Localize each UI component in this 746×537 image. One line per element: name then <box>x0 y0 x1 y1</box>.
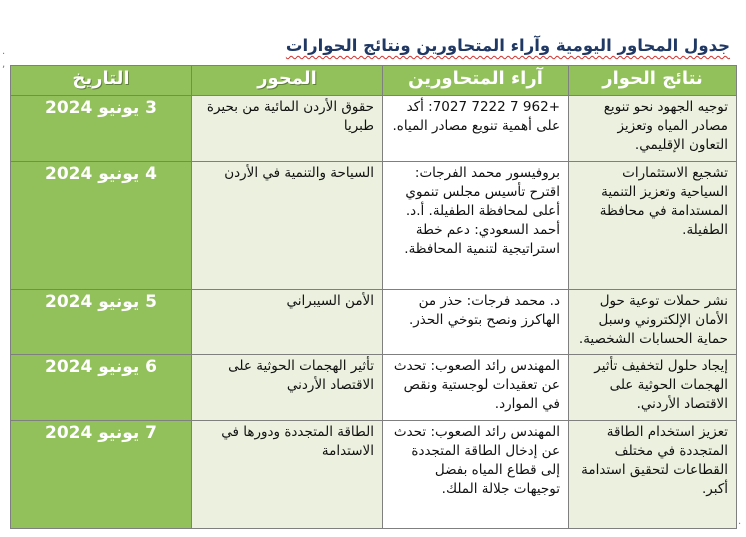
results-cell: توجيه الجهود نحو تنويع مصادر المياه وتعزيز التعاون الإقليمي. <box>569 96 737 162</box>
topic-cell: تأثير الهجمات الحوثية على الاقتصاد الأردني <box>192 354 383 420</box>
opinions-cell: المهندس رائد الصعوب: تحدث عن إدخال الطاقة المتجددة إلى قطاع المياه بفضل توجيهات جلالة الملك. <box>383 420 569 528</box>
header-topic: المحور <box>192 66 383 96</box>
table-row <box>11 96 737 162</box>
margin-mark: · <box>738 519 742 530</box>
opinions-cell: المهندس رائد الصعوب: تحدث عن تعقيدات لوجستية ونقص في الموارد. <box>383 354 569 420</box>
header-opinions: آراء المتحاورين <box>383 66 569 96</box>
date-cell: 3 يونيو 2024 <box>11 96 192 162</box>
table-row <box>11 420 737 528</box>
results-cell: تعزيز استخدام الطاقة المتجددة في مختلف القطاعات لتحقيق استدامة أكبر. <box>569 420 737 528</box>
header-date: التاريخ <box>11 66 192 96</box>
results-cell: نشر حملات توعية حول الأمان الإلكتروني وسبل حماية الحسابات الشخصية. <box>569 290 737 354</box>
dialogue-table <box>10 65 737 529</box>
opinions-cell: +962 7 7222 7027: أكد على أهمية تنويع مصادر المياه. <box>383 96 569 162</box>
margin-mark: · <box>2 49 6 60</box>
topic-cell: السياحة والتنمية في الأردن <box>192 162 383 290</box>
date-cell: 5 يونيو 2024 <box>11 290 192 354</box>
topic-cell: الطاقة المتجددة ودورها في الاستدامة <box>192 420 383 528</box>
opinions-cell: بروفيسور محمد الفرجات: اقترح تأسيس مجلس تنموي أعلى لمحافظة الطفيلة. أ.د. أحمد السعودي: دعم خطة استراتيجية لتنمية المحافظة. <box>383 162 569 290</box>
topic-cell: حقوق الأردن المائية من بحيرة طبريا <box>192 96 383 162</box>
header-results: نتائج الحوار <box>569 66 737 96</box>
results-cell: تشجيع الاستثمارات السياحية وتعزيز التنمية المستدامة في محافظة الطفيلة. <box>569 162 737 290</box>
date-cell: 7 يونيو 2024 <box>11 420 192 528</box>
margin-mark: , <box>2 59 6 70</box>
results-cell: إيجاد حلول لتخفيف تأثير الهجمات الحوثية على الاقتصاد الأردني. <box>569 354 737 420</box>
opinions-cell: د. محمد فرجات: حذر من الهاكرز ونصح بتوخي الحذر. <box>383 290 569 354</box>
date-cell: 4 يونيو 2024 <box>11 162 192 290</box>
date-cell: 6 يونيو 2024 <box>11 354 192 420</box>
table-row <box>11 162 737 290</box>
table-row <box>11 290 737 354</box>
table-header-row <box>11 66 737 96</box>
document-title: جدول المحاور اليومية وآراء المتحاورين ونتائج الحوارات <box>285 36 730 55</box>
table-row <box>11 354 737 420</box>
topic-cell: الأمن السيبراني <box>192 290 383 354</box>
